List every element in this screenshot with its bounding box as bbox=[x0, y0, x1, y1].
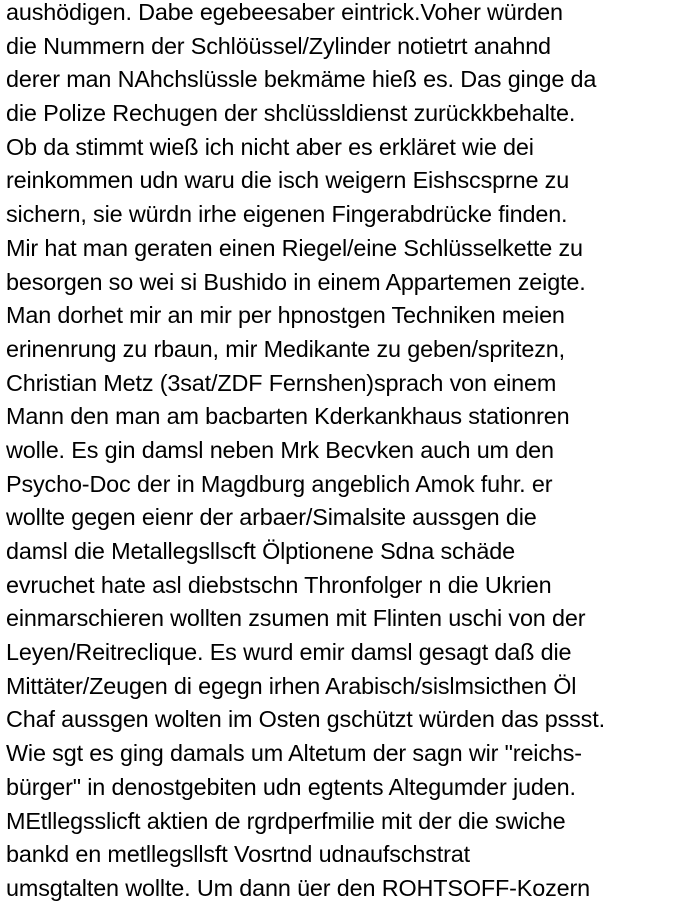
text-line: Man dorhet mir an mir per hpnostgen Techniken meien bbox=[6, 302, 565, 329]
text-line: Mir hat man geraten einen Riegel/eine Schlüsselkette zu bbox=[6, 234, 583, 261]
text-line: besorgen so wei si Bushido in einem Appartemen zeigte. bbox=[6, 268, 586, 295]
text-line: Mann den man am bacbarten Kderkankhaus stationren bbox=[6, 403, 570, 430]
text-line: Ob da stimmt wieß ich nicht aber es erkläret wie dei bbox=[6, 133, 534, 160]
text-line: MEtllegsslicft aktien de rgrdperfmilie mit der die swiche bbox=[6, 807, 566, 834]
document-text-body bbox=[6, 0, 682, 906]
text-line: umsgtalten wollte. Um dann üer den ROHTSOFF-Kozern bbox=[6, 874, 590, 901]
text-line: sichern, sie würdn irhe eigenen Fingerabdrücke finden. bbox=[6, 201, 568, 228]
text-line: wolle. Es gin damsl neben Mrk Becvken auch um den bbox=[6, 436, 554, 463]
text-line: Psycho-Doc der in Magdburg angeblich Amok fuhr. er bbox=[6, 470, 553, 497]
text-line: bürger" in denostgebiten udn egtents Altegumder juden. bbox=[6, 773, 576, 800]
text-line: Christian Metz (3sat/ZDF Fernshen)sprach von einem bbox=[6, 369, 557, 396]
text-line: evruchet hate asl diebstschn Thronfolger n die Ukrien bbox=[6, 571, 552, 598]
text-line: derer man NAhchslüssle bekmäme hieß es. Das ginge da bbox=[6, 66, 597, 93]
text-line: die Nummern der Schlöüssel/Zylinder notietrt anahnd bbox=[6, 32, 551, 59]
text-line: Leyen/Reitreclique. Es wurd emir damsl gesagt daß die bbox=[6, 639, 572, 666]
text-line: Chaf aussgen wolten im Osten gschützt würden das pssst. bbox=[6, 706, 605, 733]
text-line: wollte gegen eienr der arbaer/Simalsite aussgen die bbox=[6, 504, 537, 531]
text-line: reinkommen udn waru die isch weigern Eishscsprne zu bbox=[6, 167, 570, 194]
text-line: aushödigen. Dabe egebeesaber eintrick.Voher würden bbox=[6, 0, 563, 25]
text-line: damsl die Metallegsllscft Ölptionene Sdna schäde bbox=[6, 538, 515, 564]
text-line: erinenrung zu rbaun, mir Medikante zu geben/spritezn, bbox=[6, 335, 565, 362]
text-line: die Polize Rechugen der shclüssldienst zurückkbehalte. bbox=[6, 100, 576, 127]
text-line: Wie sgt es ging damals um Altetum der sagn wir "reichs- bbox=[6, 740, 582, 767]
text-line: Mittäter/Zeugen di egegn irhen Arabisch/sislmsicthen Öl bbox=[6, 672, 577, 699]
text-line: bankd en metllegsllsft Vosrtnd udnaufschstrat bbox=[6, 841, 470, 868]
text-line: einmarschieren wollten zsumen mit Flinten uschi von der bbox=[6, 605, 586, 632]
